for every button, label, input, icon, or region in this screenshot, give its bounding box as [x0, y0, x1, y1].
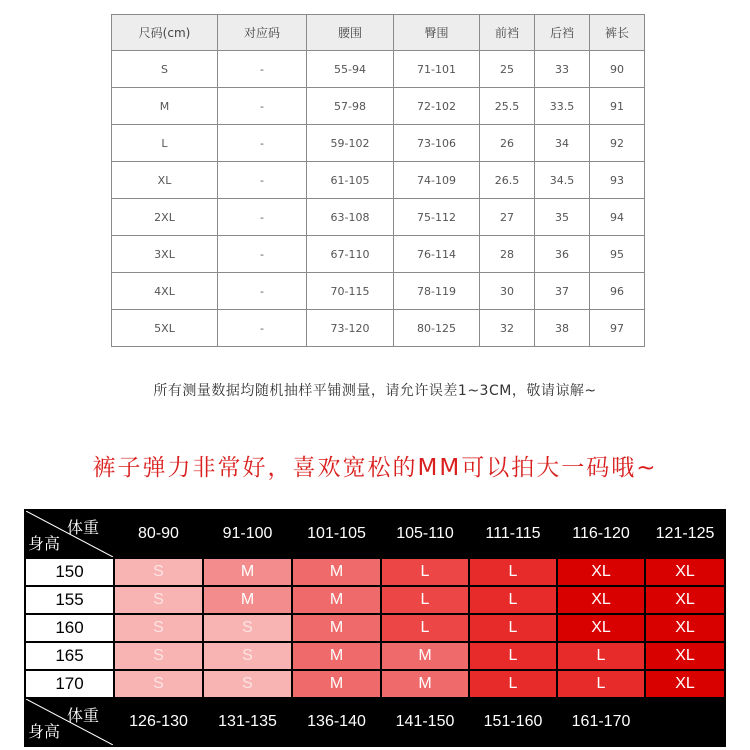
- cell-hip: 80-125: [394, 310, 480, 347]
- recommended-size-cell: M: [292, 670, 381, 698]
- corner-cell: [25, 510, 114, 558]
- cell-back-rise: 34.5: [535, 162, 590, 199]
- cell-equivalent-size: -: [218, 51, 307, 88]
- height-row: [25, 642, 725, 670]
- cell-pants-length: 93: [590, 162, 645, 199]
- recommended-size-cell: S: [114, 642, 203, 670]
- cell-back-rise: 35: [535, 199, 590, 236]
- size-chart-header-row: [112, 15, 645, 51]
- cell-size: M: [112, 88, 218, 125]
- recommended-size-cell: S: [114, 614, 203, 642]
- weight-range: 91-100: [203, 510, 292, 558]
- header-back-rise: 后裆: [535, 15, 590, 51]
- height-label: 170: [25, 670, 114, 698]
- recommended-size-cell: S: [114, 558, 203, 586]
- size-chart-row: [112, 125, 645, 162]
- height-label: 160: [25, 614, 114, 642]
- height-label: 165: [25, 642, 114, 670]
- recommended-size-cell: M: [292, 642, 381, 670]
- cell-hip: 75-112: [394, 199, 480, 236]
- recommended-size-cell: XL: [557, 586, 645, 614]
- cell-pants-length: 95: [590, 236, 645, 273]
- weight-range: [645, 698, 725, 746]
- size-chart-row: [112, 236, 645, 273]
- height-row: [25, 614, 725, 642]
- recommended-size-cell: S: [114, 670, 203, 698]
- recommended-size-cell: L: [381, 586, 469, 614]
- height-label: 150: [25, 558, 114, 586]
- corner-weight-label: 体重: [66, 520, 99, 537]
- header-front-rise: 前裆: [480, 15, 535, 51]
- recommended-size-cell: M: [203, 586, 292, 614]
- fit-advice-headline: 裤子弹力非常好，喜欢宽松的MM可以拍大一码哦~: [92, 455, 658, 481]
- header-size: 尺码(cm): [112, 15, 218, 51]
- recommended-size-cell: S: [203, 642, 292, 670]
- header-equivalent-size: 对应码: [218, 15, 307, 51]
- cell-hip: 74-109: [394, 162, 480, 199]
- cell-front-rise: 32: [480, 310, 535, 347]
- recommended-size-cell: L: [469, 558, 557, 586]
- cell-front-rise: 28: [480, 236, 535, 273]
- recommended-size-cell: M: [381, 642, 469, 670]
- cell-front-rise: 26: [480, 125, 535, 162]
- header-hip: 臀围: [394, 15, 480, 51]
- cell-back-rise: 33: [535, 51, 590, 88]
- recommended-size-cell: XL: [645, 614, 725, 642]
- weight-range: 121-125: [645, 510, 725, 558]
- recommended-size-cell: S: [203, 670, 292, 698]
- weight-header-row: [25, 510, 725, 558]
- cell-waist: 55-94: [307, 51, 394, 88]
- cell-hip: 71-101: [394, 51, 480, 88]
- weight-range: 136-140: [292, 698, 381, 746]
- recommended-size-cell: M: [292, 586, 381, 614]
- cell-size: L: [112, 125, 218, 162]
- cell-pants-length: 96: [590, 273, 645, 310]
- header-pants-length: 裤长: [590, 15, 645, 51]
- height-row: [25, 670, 725, 698]
- cell-waist: 70-115: [307, 273, 394, 310]
- size-chart-row: [112, 273, 645, 310]
- cell-equivalent-size: -: [218, 236, 307, 273]
- recommended-size-cell: S: [203, 614, 292, 642]
- recommended-size-cell: M: [292, 614, 381, 642]
- corner-height-label: 身高: [28, 724, 61, 741]
- size-chart-row: [112, 51, 645, 88]
- weight-range: 126-130: [114, 698, 203, 746]
- size-chart-row: [112, 162, 645, 199]
- cell-size: 4XL: [112, 273, 218, 310]
- cell-equivalent-size: -: [218, 273, 307, 310]
- cell-back-rise: 36: [535, 236, 590, 273]
- cell-waist: 61-105: [307, 162, 394, 199]
- cell-back-rise: 37: [535, 273, 590, 310]
- height-row: [25, 558, 725, 586]
- cell-waist: 59-102: [307, 125, 394, 162]
- corner-cell-2: [25, 698, 114, 746]
- corner-weight-label: 体重: [66, 708, 99, 725]
- size-chart-row: [112, 88, 645, 125]
- recommended-size-cell: M: [203, 558, 292, 586]
- recommended-size-cell: XL: [645, 558, 725, 586]
- cell-waist: 57-98: [307, 88, 394, 125]
- cell-waist: 67-110: [307, 236, 394, 273]
- cell-size: 3XL: [112, 236, 218, 273]
- recommended-size-cell: L: [469, 670, 557, 698]
- cell-pants-length: 94: [590, 199, 645, 236]
- weight-range: 101-105: [292, 510, 381, 558]
- corner-height-label: 身高: [28, 536, 61, 553]
- recommended-size-cell: XL: [557, 614, 645, 642]
- recommended-size-cell: XL: [645, 642, 725, 670]
- recommended-size-cell: XL: [557, 558, 645, 586]
- cell-front-rise: 30: [480, 273, 535, 310]
- cell-pants-length: 92: [590, 125, 645, 162]
- weight-range: 141-150: [381, 698, 469, 746]
- recommended-size-cell: XL: [645, 586, 725, 614]
- cell-equivalent-size: -: [218, 88, 307, 125]
- size-chart-table: [111, 14, 645, 347]
- size-chart-row: [112, 310, 645, 347]
- cell-front-rise: 25: [480, 51, 535, 88]
- cell-equivalent-size: -: [218, 125, 307, 162]
- recommended-size-cell: L: [557, 642, 645, 670]
- recommended-size-cell: XL: [645, 670, 725, 698]
- size-recommendation-table: [24, 509, 726, 747]
- cell-pants-length: 97: [590, 310, 645, 347]
- cell-pants-length: 90: [590, 51, 645, 88]
- weight-range: 111-115: [469, 510, 557, 558]
- weight-range: 80-90: [114, 510, 203, 558]
- size-chart-row: [112, 199, 645, 236]
- recommended-size-cell: L: [557, 670, 645, 698]
- cell-hip: 73-106: [394, 125, 480, 162]
- weight-range: 151-160: [469, 698, 557, 746]
- recommended-size-cell: L: [381, 614, 469, 642]
- cell-back-rise: 38: [535, 310, 590, 347]
- cell-waist: 63-108: [307, 199, 394, 236]
- weight-range: 105-110: [381, 510, 469, 558]
- recommended-size-cell: L: [469, 614, 557, 642]
- measurement-note: 所有测量数据均随机抽样平铺测量，请允许误差1~3CM，敬请谅解~: [153, 383, 597, 399]
- cell-size: 5XL: [112, 310, 218, 347]
- cell-equivalent-size: -: [218, 310, 307, 347]
- height-label: 155: [25, 586, 114, 614]
- header-waist: 腰围: [307, 15, 394, 51]
- cell-pants-length: 91: [590, 88, 645, 125]
- weight-header-row-2: [25, 698, 725, 746]
- cell-back-rise: 34: [535, 125, 590, 162]
- recommended-size-cell: L: [381, 558, 469, 586]
- cell-hip: 76-114: [394, 236, 480, 273]
- weight-range: 116-120: [557, 510, 645, 558]
- recommended-size-cell: M: [381, 670, 469, 698]
- cell-front-rise: 27: [480, 199, 535, 236]
- cell-front-rise: 25.5: [480, 88, 535, 125]
- weight-range: 161-170: [557, 698, 645, 746]
- cell-back-rise: 33.5: [535, 88, 590, 125]
- recommended-size-cell: L: [469, 642, 557, 670]
- recommended-size-cell: L: [469, 586, 557, 614]
- cell-waist: 73-120: [307, 310, 394, 347]
- weight-range: 131-135: [203, 698, 292, 746]
- cell-equivalent-size: -: [218, 162, 307, 199]
- cell-equivalent-size: -: [218, 199, 307, 236]
- cell-size: XL: [112, 162, 218, 199]
- height-row: [25, 586, 725, 614]
- cell-size: S: [112, 51, 218, 88]
- recommended-size-cell: M: [292, 558, 381, 586]
- cell-front-rise: 26.5: [480, 162, 535, 199]
- cell-size: 2XL: [112, 199, 218, 236]
- cell-hip: 78-119: [394, 273, 480, 310]
- cell-hip: 72-102: [394, 88, 480, 125]
- recommended-size-cell: S: [114, 586, 203, 614]
